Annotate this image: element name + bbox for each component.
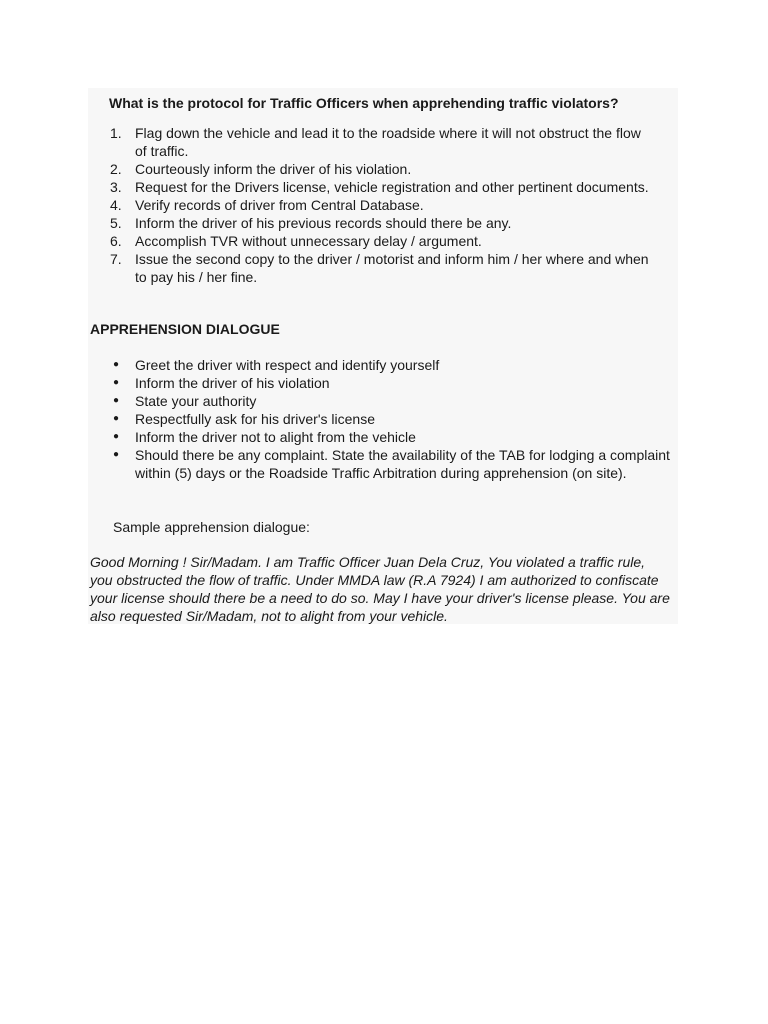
step-text: Courteously inform the driver of his violation.: [135, 161, 412, 177]
sample-dialogue-text: Good Morning ! Sir/Madam. I am Traffic Officer Juan Dela Cruz, You violated a traffic rule, you obstructed the flow of traffic. Under MMDA law (R.A 7924) I am authorized to confiscate your license should there be a need to do so. May I have your driver's license please. You are also requested Sir/Madam, not to alight from your vehicle.: [90, 554, 670, 624]
apprehension-points-list: [110, 356, 670, 482]
list-item: [110, 392, 670, 410]
protocol-question: What is the protocol for Traffic Officers when apprehending traffic violators?: [109, 95, 619, 111]
step-text: Flag down the vehicle and lead it to the roadside where it will not obstruct the flow of traffic.: [135, 125, 641, 159]
list-item: [110, 250, 655, 286]
bullet-icon: ●: [113, 413, 120, 424]
step-number: 5.: [110, 215, 122, 231]
list-item: [110, 232, 655, 250]
step-number: 3.: [110, 179, 122, 195]
bullet-icon: ●: [113, 431, 120, 442]
bullet-icon: ●: [113, 395, 120, 406]
apprehension-section: [88, 302, 678, 624]
apprehension-heading: APPREHENSION DIALOGUE: [90, 321, 280, 337]
point-text: State your authority: [135, 393, 257, 409]
step-text: Verify records of driver from Central Database.: [135, 197, 424, 213]
list-item: [110, 124, 655, 160]
step-text: Request for the Drivers license, vehicle registration and other pertinent documents.: [135, 179, 649, 195]
point-text: Inform the driver not to alight from the vehicle: [135, 429, 416, 445]
protocol-steps-list: [110, 124, 655, 286]
step-text: Accomplish TVR without unnecessary delay / argument.: [135, 233, 482, 249]
list-item: [110, 428, 670, 446]
step-number: 4.: [110, 197, 122, 213]
list-item: [110, 374, 670, 392]
list-item: [110, 446, 670, 482]
step-text: Issue the second copy to the driver / motorist and inform him / her where and when to pay his / her fine.: [135, 251, 649, 285]
point-text: Greet the driver with respect and identify yourself: [135, 357, 440, 373]
list-item: [110, 160, 655, 178]
list-item: [110, 214, 655, 232]
list-item: [110, 196, 655, 214]
bullet-icon: ●: [113, 359, 120, 370]
step-number: 1.: [110, 125, 122, 141]
bullet-icon: ●: [113, 377, 120, 388]
point-text: Should there be any complaint. State the availability of the TAB for lodging a complaint within (5) days or the Roadside Traffic Arbitration during apprehension (on site).: [135, 447, 670, 481]
list-item: [110, 178, 655, 196]
step-number: 6.: [110, 233, 122, 249]
step-number: 7.: [110, 251, 122, 267]
protocol-section: [88, 88, 678, 308]
point-text: Respectfully ask for his driver's license: [135, 411, 375, 427]
bullet-icon: ●: [113, 449, 120, 460]
point-text: Inform the driver of his violation: [135, 375, 330, 391]
list-item: [110, 410, 670, 428]
list-item: [110, 356, 670, 374]
sample-dialogue-label: Sample apprehension dialogue:: [113, 519, 310, 535]
step-number: 2.: [110, 161, 122, 177]
step-text: Inform the driver of his previous records should there be any.: [135, 215, 512, 231]
